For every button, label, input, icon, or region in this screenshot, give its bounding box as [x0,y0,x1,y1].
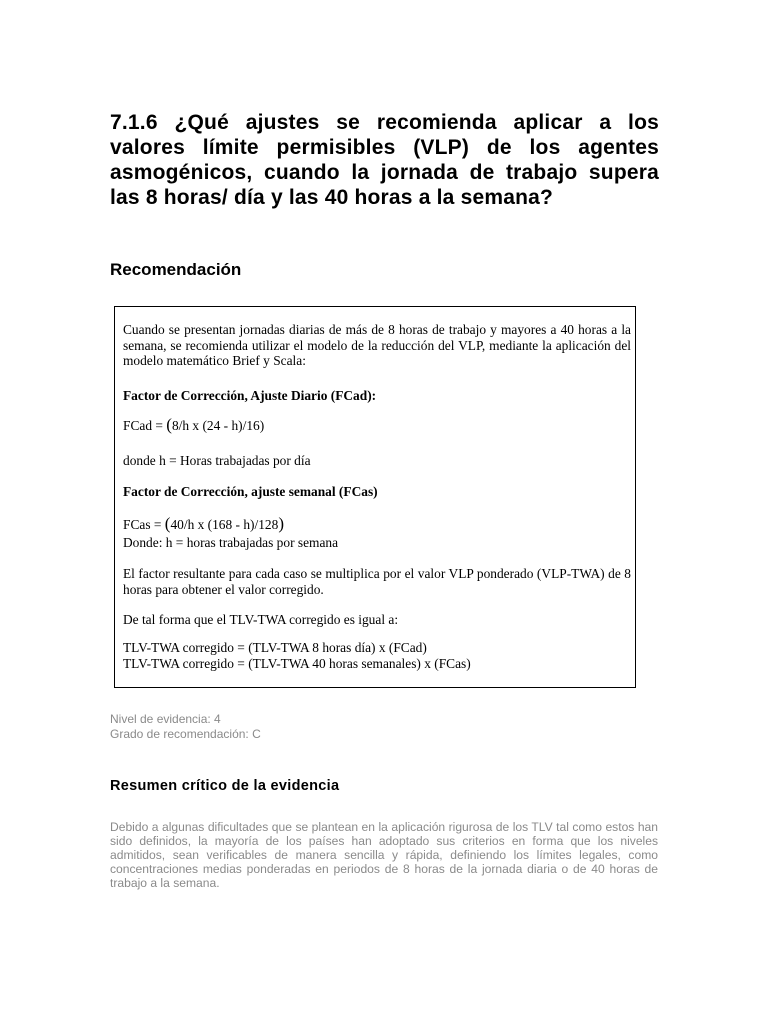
evidence-level: Nivel de evidencia: 4 [110,712,221,726]
equal-text: De tal forma que el TLV-TWA corregido es igual a: [123,612,399,627]
evidence-meta [110,712,261,742]
critical-summary-text: Debido a algunas dificultades que se plantean en la aplicación rigurosa de los TLV tal como estos han sido definidos, la mayoría de los países han adoptado sus criterios en forma que los niveles admitidos, sean verificables de manera sencilla y rápida, definiendo los límites legales, como concentraciones medias ponderadas en periodos de 8 horas de la jornada diaria o de 40 horas de trabajo a la semana. [110,820,658,890]
fcas-expression: 40/h x (168 - h)/128 [170,517,279,532]
formula-weekly: TLV-TWA corregido = (TLV-TWA 40 horas semanales) x (FCas) [123,656,471,671]
result-text: El factor resultante para cada caso se multiplica por el valor VLP ponderado (VLP-TWA) de 8 horas para obtener el valor corregido. [123,566,631,597]
recommendation-box [114,306,636,688]
fcad-where: donde h = Horas trabajadas por día [123,453,311,468]
recommendation-grade: Grado de recomendación: C [110,727,261,741]
fcas-formula [123,516,631,533]
box-intro: Cuando se presentan jornadas diarias de más de 8 horas de trabajo y mayores a 40 horas a la semana, se recomienda utilizar el modelo de la reducción del VLP, mediante la aplicación del modelo matemático Brief y Scala: [123,322,631,368]
fcas-close-paren: ) [278,514,284,533]
question-heading: 7.1.6 ¿Qué ajustes se recomienda aplicar a los valores límite permisibles (VLP) de los agentes asmogénicos, cuando la jornada de trabajo supera las 8 horas/ día y las 40 horas a la semana? [110,111,659,209]
daily-factor-heading: Factor de Corrección, Ajuste Diario (FCad): [123,388,377,403]
fcad-prefix: FCad = [123,418,167,433]
fcad-expression: 8/h x (24 - h)/16) [171,418,265,433]
fcad-open-paren: ( [166,415,172,434]
formula-daily: TLV-TWA corregido = (TLV-TWA 8 horas día) x (FCad) [123,640,427,655]
recommendation-heading: Recomendación [110,260,242,279]
weekly-factor-heading: Factor de Corrección, ajuste semanal (FCas) [123,484,378,499]
fcas-prefix: FCas = [123,517,165,532]
fcas-where: Donde: h = horas trabajadas por semana [123,535,339,550]
critical-summary-heading: Resumen crítico de la evidencia [110,778,340,794]
fcas-open-paren: ( [164,514,171,533]
fcad-formula [123,417,631,434]
